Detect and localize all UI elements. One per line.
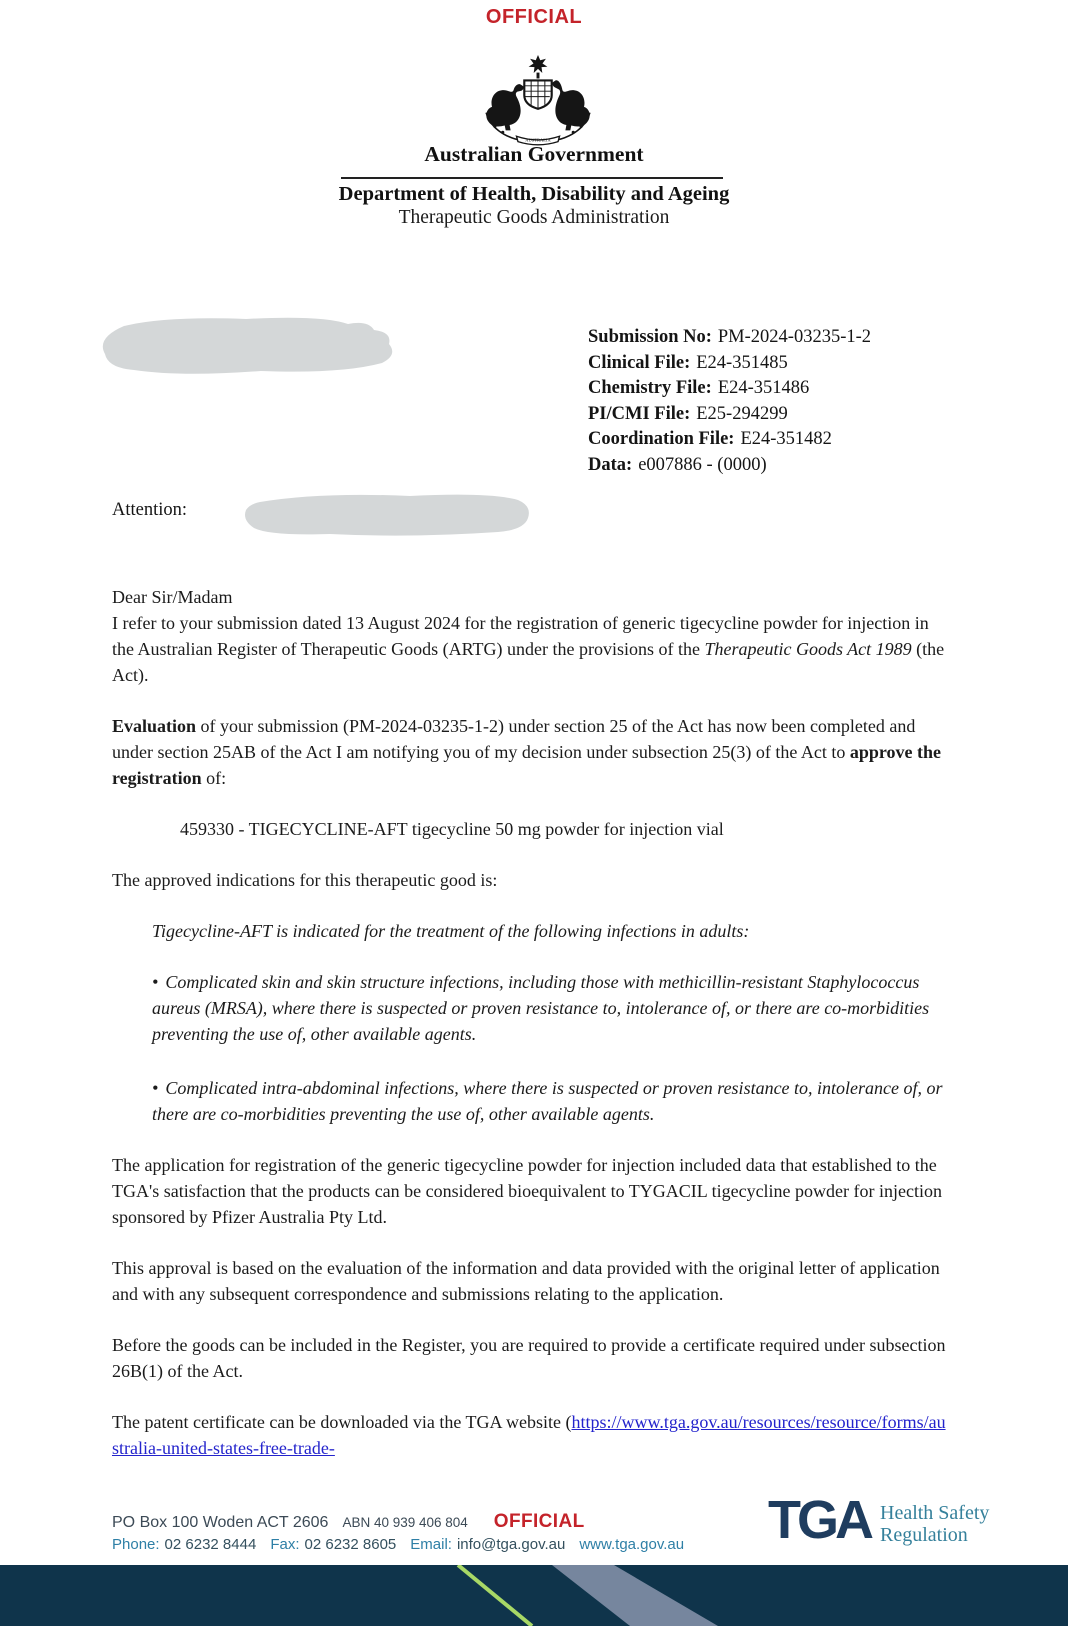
reference-block xyxy=(588,325,871,478)
act-title: Therapeutic Goods Act 1989 xyxy=(704,639,912,659)
indication-bullet-1 xyxy=(152,969,944,1047)
australian-coat-of-arms-icon xyxy=(478,54,598,146)
government-title: Australian Government xyxy=(424,142,644,166)
shield xyxy=(524,80,551,108)
indications-intro: The approved indications for this therapeutic good is: xyxy=(112,870,498,890)
phone-label: Phone: xyxy=(112,1536,160,1553)
ref-value: PM-2024-03235-1-2 xyxy=(717,327,872,347)
emu xyxy=(552,80,589,130)
fax-label: Fax: xyxy=(270,1536,300,1553)
reference-row xyxy=(588,376,871,402)
reference-row xyxy=(588,402,871,428)
paragraph-application: The application for registration of the generic tigecycline powder for injection included data that established to the TGA's satisfaction that the products can be considered bioequivalent to TYGACIL tigecycline powder for injection sponsored by Pfizer Australia Pty Ltd. xyxy=(112,1155,943,1227)
tga-logo-wordmark: TGA xyxy=(768,1490,870,1550)
tagline-line-2: Regulation xyxy=(880,1524,968,1546)
tga-logo xyxy=(768,1490,990,1550)
ref-value: E24-351482 xyxy=(740,429,832,449)
open-paren: ( xyxy=(565,1412,572,1432)
ref-label: Submission No: xyxy=(588,327,712,347)
classification-marking-bottom: OFFICIAL xyxy=(493,1511,585,1532)
evaluation-text: of your submission (PM-2024-03235-1-2) under section 25 of the Act has now been completed and under section 25AB of the Act I am notifying you of my decision under subsection 25(3) of the Act to xyxy=(112,716,916,762)
paragraph-patent xyxy=(112,1409,950,1461)
paragraph-approval-basis: This approval is based on the evaluation of the information and data provided with the original letter of application and with any subsequent correspondence and submissions relating to the application. xyxy=(112,1258,940,1304)
footer-line-1 xyxy=(112,1511,585,1533)
footer-address: PO Box 100 Woden ACT 2606 xyxy=(112,1514,329,1531)
agency-title: Therapeutic Goods Administration xyxy=(398,207,670,228)
bullet-icon: • xyxy=(152,1078,159,1098)
approved-product-line: 459330 - TIGECYCLINE-AFT tigecycline 50 mg powder for injection vial xyxy=(180,819,724,839)
ref-value: E24-351485 xyxy=(696,352,788,373)
department-title: Department of Health, Disability and Ageing xyxy=(338,183,730,205)
reference-row xyxy=(588,453,871,479)
classification-marking-top: OFFICIAL xyxy=(485,6,583,28)
evaluation-text-post: of: xyxy=(201,768,227,788)
phone-number: 02 6232 8444 xyxy=(164,1536,257,1553)
ref-label: PI/CMI File: xyxy=(588,403,691,424)
ref-label: Clinical File: xyxy=(588,352,691,373)
fax-number: 02 6232 8605 xyxy=(304,1536,397,1553)
indications-lead: Tigecycline-AFT is indicated for the treatment of the following infections in adults: xyxy=(152,921,750,941)
tagline-line-1: Health Safety xyxy=(880,1502,990,1524)
reference-row xyxy=(588,351,871,377)
reference-row xyxy=(588,427,871,453)
attention-label: Attention: xyxy=(112,500,188,520)
evaluation-bold: Evaluation xyxy=(112,716,197,736)
letter-body xyxy=(112,584,950,1486)
bullet-text: Complicated skin and skin structure infections, including those with methicillin-resistant Staphylococcus aureus (MRSA), where there is suspected or proven resistance to, intolerance of, or there are co-morbidities preventing the use of, other available agents. xyxy=(152,972,930,1044)
footer-abn: ABN 40 939 406 804 xyxy=(342,1515,468,1530)
ref-value: e007886 - (0000) xyxy=(638,454,767,475)
indication-bullet-2 xyxy=(152,1075,944,1127)
bullet-icon: • xyxy=(152,972,159,992)
bullet-text: Complicated intra-abdominal infections, where there is suspected or proven resistance to, intolerance of, or there are co-morbidities preventing the use of, other available agents. xyxy=(152,1078,943,1124)
patent-text: The patent certificate can be downloaded via the TGA website xyxy=(112,1412,561,1432)
salutation: Dear Sir/Madam xyxy=(112,587,233,607)
ref-value: E25-294299 xyxy=(696,403,788,424)
paragraph-intro xyxy=(112,610,950,688)
footer-line-2 xyxy=(112,1536,684,1553)
paragraph-evaluation xyxy=(112,713,950,791)
patent-certificate-link[interactable]: https://www.tga.gov.au/resources/resource/forms/australia-united-states-free-trade- xyxy=(112,1412,946,1458)
ref-value: E24-351486 xyxy=(717,378,810,398)
email-label: Email: xyxy=(410,1536,452,1553)
ref-label: Chemistry File: xyxy=(588,378,712,398)
intro-text: I refer to your submission dated 13 August 2024 for the registration of generic tigecycline powder for injection in the Australian Register of Therapeutic Goods (ARTG) under the provisions of the xyxy=(112,613,929,659)
reference-row xyxy=(588,325,871,351)
approve-registration-bold: approve the registration xyxy=(112,742,942,788)
footer-brand-band xyxy=(0,1565,1068,1626)
redacted-recipient-address xyxy=(96,312,408,384)
email-address: info@tga.gov.au xyxy=(456,1536,566,1553)
redacted-attention-name xyxy=(240,490,532,536)
band-background xyxy=(0,1565,1068,1626)
ref-label: Coordination File: xyxy=(588,429,735,449)
ref-label: Data: xyxy=(588,454,633,475)
website-url: www.tga.gov.au xyxy=(579,1536,685,1553)
tga-logo-tagline xyxy=(880,1502,989,1546)
header-divider xyxy=(341,177,723,179)
kangaroo xyxy=(486,84,523,130)
intro-text-post: (the Act). xyxy=(112,639,945,685)
scroll-text: AUSTRALIA xyxy=(525,137,551,143)
commonwealth-star xyxy=(529,55,548,73)
paragraph-certificate: Before the goods can be included in the Register, you are required to provide a certificate required under subsection 26B(1) of the Act. xyxy=(112,1335,946,1381)
